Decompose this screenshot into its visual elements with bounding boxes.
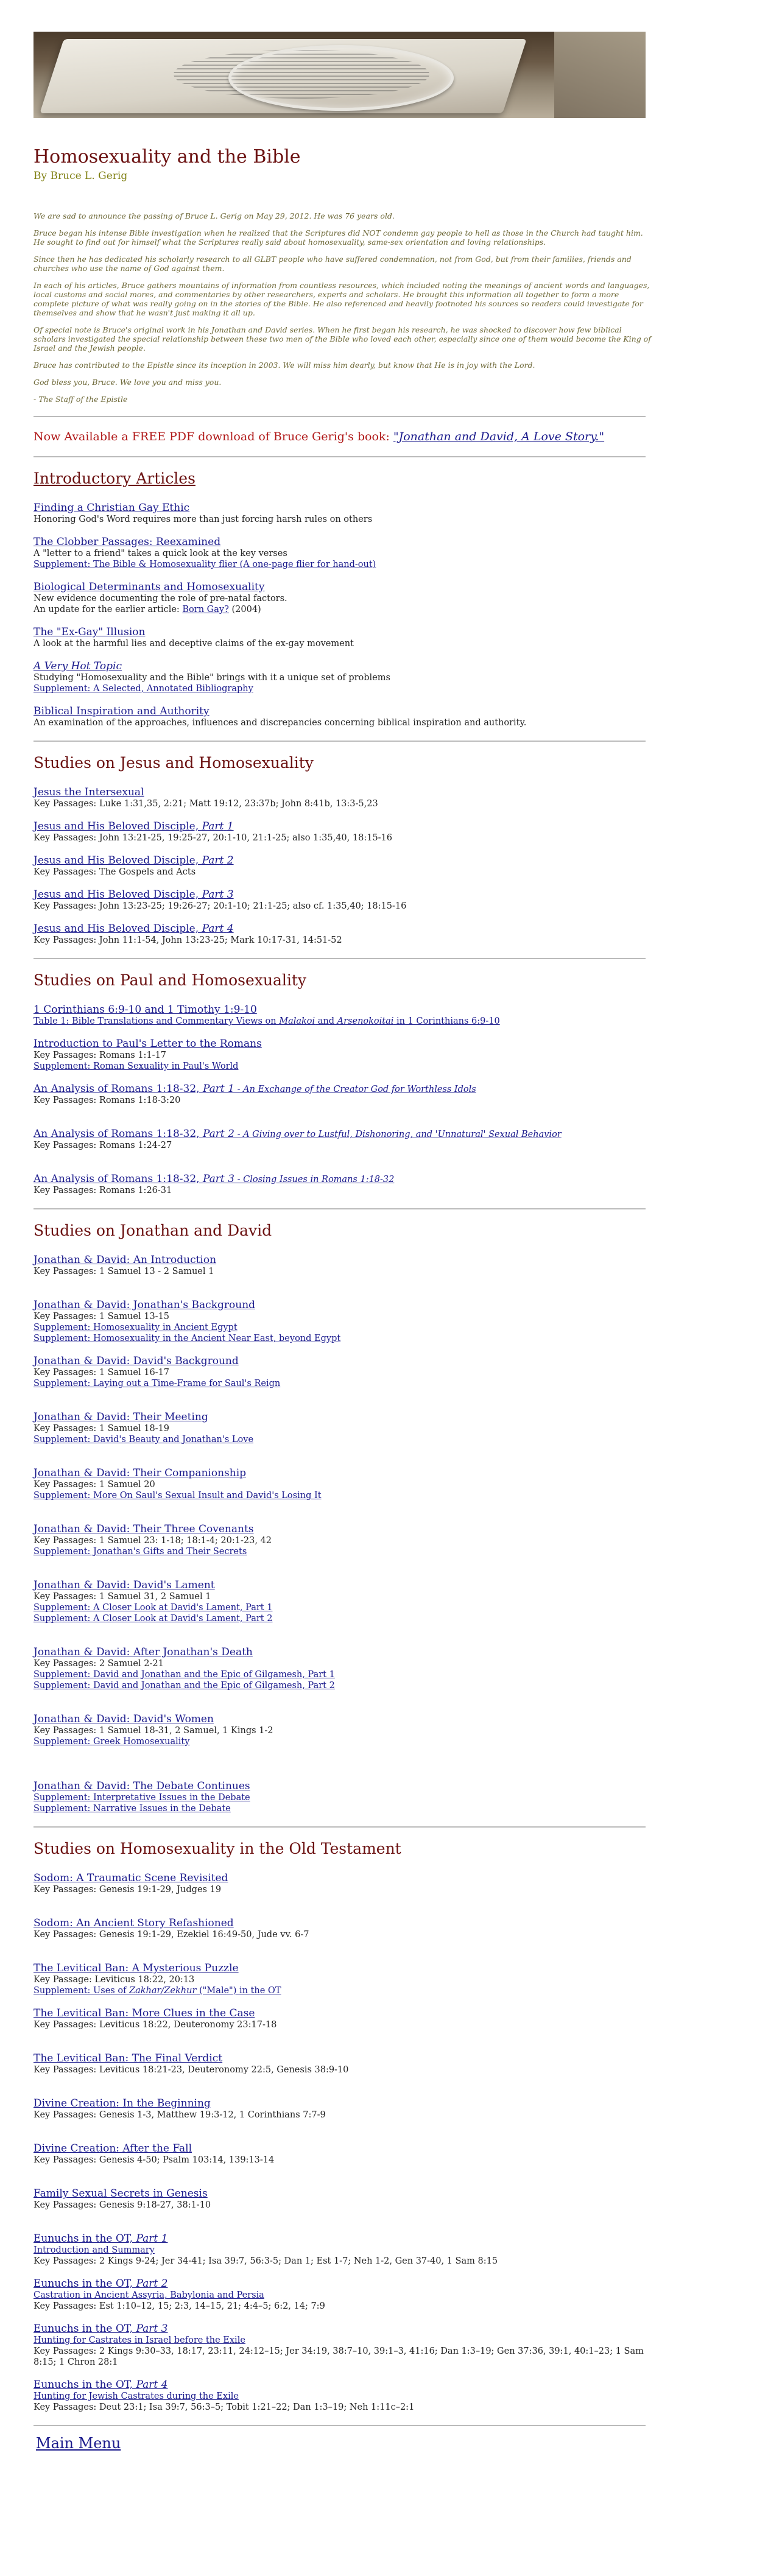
article-entry (33, 2187, 655, 2211)
key-passages: Key Passages: 1 Samuel 13-15 (33, 1312, 170, 1321)
notice-paragraph: Since then he has dedicated his scholarly research to all GLBT people who have suffered condemnation, not from God, but from their families, friends and churches who use the name of God against them. (33, 255, 632, 273)
title-part (202, 820, 234, 832)
article-entry (33, 1299, 655, 1344)
article-entry (33, 1173, 655, 1196)
article-entry (33, 1713, 655, 1747)
article-entry (33, 581, 655, 615)
book-download-link[interactable]: "Jonathan and David, A Love Story." (393, 430, 605, 443)
title-prefix: Jesus and His Beloved Disciple, (33, 889, 202, 901)
article-entry (33, 1083, 655, 1106)
section-heading-paul: Studies on Paul and Homosexuality (33, 971, 307, 989)
article-entry (33, 1355, 655, 1389)
section-heading-jesus: Studies on Jesus and Homosexuality (33, 754, 314, 772)
title-prefix: Eunuchs in the OT, (33, 2379, 136, 2391)
banner-corner-graphic (554, 32, 646, 118)
title-prefix: An Analysis of Romans 1:18-32, (33, 1128, 203, 1140)
article-link[interactable]: Jesus the Intersexual (33, 786, 144, 798)
article-entry (33, 1962, 655, 1996)
title-subtitle: - Closing Issues in Romans 1:18-32 (234, 1175, 395, 1184)
free-pdf-promo (33, 429, 655, 444)
supplement-link[interactable]: Supplement: A Closer Look at David's Lament, Part 1 (33, 1603, 273, 1613)
article-link[interactable]: Finding a Christian Gay Ethic (33, 502, 190, 514)
title-prefix: Jesus and His Beloved Disciple, (33, 820, 202, 832)
supplement-link[interactable]: Supplement: Homosexuality in Ancient Egypt (33, 1323, 238, 1332)
supp-text: and (315, 1016, 337, 1026)
divider (33, 456, 646, 457)
article-link[interactable] (33, 854, 234, 867)
article-entry (33, 1780, 655, 1814)
article-link[interactable]: The Clobber Passages: Reexamined (33, 536, 221, 548)
article-link[interactable]: Jonathan & David: David's Women (33, 1713, 214, 1725)
page-title: Homosexuality and the Bible (33, 146, 301, 167)
key-passages: Key Passages: Genesis 19:1-29, Ezekiel 16:49-50, Jude vv. 6-7 (33, 1930, 309, 1940)
supplement-link[interactable]: Supplement: The Bible & Homosexuality flier (A one-page flier for hand-out) (33, 560, 376, 569)
article-link[interactable] (33, 820, 234, 832)
article-entry (33, 2323, 655, 2368)
key-passages: Key Passages: Romans 1:26-31 (33, 1186, 172, 1195)
notice-signature: - The Staff of the Epistle (33, 395, 128, 404)
article-entry (33, 820, 655, 843)
article-link[interactable]: Divine Creation: After the Fall (33, 2142, 192, 2155)
byline: By Bruce L. Gerig (33, 170, 128, 182)
article-entry (33, 889, 655, 912)
title-part (202, 923, 234, 935)
notice-paragraph: Of special note is Bruce's original work in his Jonathan and David series. When he first began his research, he was shocked to discover how few biblical scholars investigated the special relationship between these two men of the Bible who loved each other, especially since one of them would become the King of Israel and the Jewish people. (33, 325, 651, 353)
notice-paragraph: God bless you, Bruce. We love you and miss you. (33, 378, 222, 387)
divider (33, 1208, 646, 1209)
article-link[interactable] (33, 2323, 167, 2335)
divider (33, 2425, 646, 2426)
article-entry (33, 2052, 655, 2075)
article-entry (33, 786, 655, 809)
update-text: An update for the earlier article: (33, 605, 183, 614)
article-link[interactable]: Jonathan & David: The Debate Continues (33, 1780, 250, 1792)
key-passages: Key Passages: 2 Samuel 2-21 (33, 1659, 164, 1669)
title-prefix: Jesus and His Beloved Disciple, (33, 854, 202, 867)
promo-text: Now Available a FREE PDF download of Bruce Gerig's book: (33, 430, 393, 443)
main-menu-link[interactable]: Main Menu (36, 2435, 121, 2452)
article-description: A "letter to a friend" takes a quick look at the key verses (33, 549, 287, 558)
article-link[interactable]: Divine Creation: In the Beginning (33, 2097, 211, 2110)
article-link[interactable] (33, 2379, 167, 2391)
article-entry (33, 626, 655, 649)
key-passages: Key Passages: 1 Samuel 20 (33, 1480, 155, 1490)
key-passages: Key Passages: Luke 1:31,35, 2:21; Matt 19:12, 23:37b; John 8:41b, 13:3-5,23 (33, 799, 378, 809)
article-link[interactable]: Family Sexual Secrets in Genesis (33, 2187, 208, 2200)
key-passages: Key Passages: 1 Samuel 18-31, 2 Samuel, 1 Kings 1-2 (33, 1726, 273, 1736)
key-passages: Key Passages: 2 Kings 9:30–33, 18:17, 23:11, 24:12–15; Jer 34:19, 38:7–10, 39:1–3, 41:16; Dan 1:3–19; Gen 37:36, 39:1, 40:1–23; 1 Sam 8:15; 1 Chron 28:1 (33, 2346, 644, 2367)
supplement-link[interactable]: Supplement: Narrative Issues in the Debate (33, 1804, 231, 1814)
supplement-link[interactable]: Supplement: Homosexuality in the Ancient Near East, beyond Egypt (33, 1334, 341, 1343)
article-description: Honoring God's Word requires more than just forcing harsh rules on others (33, 515, 373, 524)
key-passages: Key Passages: Romans 1:1-17 (33, 1050, 167, 1060)
article-link[interactable]: The Levitical Ban: More Clues in the Case (33, 2007, 255, 2019)
key-passages: Key Passages: Romans 1:24-27 (33, 1141, 172, 1150)
divider (33, 741, 646, 742)
title-part: Part 1 (136, 2233, 168, 2245)
title-part (202, 854, 234, 867)
article-link[interactable]: Jonathan & David: Their Companionship (33, 1467, 247, 1479)
hebrew-term: Zakhar/Zekhur (129, 1986, 197, 1996)
article-description: Studying "Homosexuality and the Bible" brings with it a unique set of problems (33, 673, 390, 683)
article-entry (33, 1917, 655, 1940)
article-entry (33, 1646, 655, 1691)
key-passages: Key Passages: 1 Samuel 31, 2 Samuel 1 (33, 1592, 211, 1602)
article-entry (33, 2278, 655, 2312)
greek-term: Arsenokoitai (337, 1016, 394, 1026)
greek-term: Malakoi (279, 1016, 315, 1026)
article-link[interactable] (33, 923, 234, 935)
section-heading-introductory[interactable]: Introductory Articles (33, 470, 196, 487)
supplement-link[interactable]: Hunting for Jewish Castrates during the Exile (33, 2391, 239, 2401)
title-part: Part 4 (136, 2379, 168, 2391)
article-link[interactable]: 1 Corinthians 6:9-10 and 1 Timothy 1:9-10 (33, 1004, 257, 1016)
article-link[interactable]: Sodom: A Traumatic Scene Revisited (33, 1872, 228, 1884)
article-title-italic: A Very Hot Topic (33, 660, 122, 672)
article-entry (33, 854, 655, 878)
supplement-link[interactable]: Introduction and Summary (33, 2245, 155, 2255)
article-link[interactable] (33, 1128, 562, 1140)
supplement-link[interactable]: Supplement: More On Saul's Sexual Insult and David's Losing It (33, 1491, 322, 1501)
article-description: An examination of the approaches, influences and discrepancies concerning biblical inspiration and authority. (33, 718, 527, 728)
article-link[interactable] (33, 1173, 394, 1185)
article-entry (33, 502, 655, 525)
article-entry (33, 1872, 655, 1895)
title-part: Part 1 (202, 1083, 234, 1095)
part-number: 4 (227, 923, 234, 935)
supplement-link[interactable]: Supplement: Jonathan's Gifts and Their Secrets (33, 1547, 247, 1557)
key-passages: Key Passages: Genesis 19:1-29, Judges 19 (33, 1885, 222, 1895)
supp-text: Supplement: Uses of (33, 1986, 130, 1996)
article-entry (33, 2379, 655, 2413)
title-prefix: An Analysis of Romans 1:18-32, (33, 1083, 203, 1095)
article-entry (33, 660, 655, 694)
article-entry (33, 2142, 655, 2166)
supplement-link[interactable]: Supplement: David and Jonathan and the Epic of Gilgamesh, Part 1 (33, 1670, 335, 1680)
divider (33, 416, 646, 417)
article-link[interactable]: The "Ex-Gay" Illusion (33, 626, 146, 638)
part-number: 1 (227, 820, 234, 832)
article-link[interactable]: Sodom: An Ancient Story Refashioned (33, 1917, 234, 1929)
section-heading-old-testament: Studies on Homosexuality in the Old Testament (33, 1840, 401, 1857)
notice-paragraph: Bruce began his intense Bible investigation when he realized that the Scriptures did NOT condemn gay people to hell as those in the Church had taught him. He sought to find out for himself what the Scriptures really said about homosexuality, same-sex orientation and loving relationships. (33, 228, 643, 247)
key-passages: Key Passages: Est 1:10–12, 15; 2:3, 14–15, 21; 4:4–5; 6:2, 14; 7:9 (33, 2301, 325, 2311)
title-prefix: Eunuchs in the OT, (33, 2323, 136, 2335)
article-link[interactable]: The Levitical Ban: A Mysterious Puzzle (33, 1962, 239, 1974)
supplement-link[interactable] (33, 1985, 655, 1996)
section-heading-jonathan-david: Studies on Jonathan and David (33, 1222, 272, 1239)
article-entry (33, 1004, 655, 1027)
supplement-link[interactable]: Supplement: A Selected, Annotated Bibliography (33, 684, 253, 694)
article-link[interactable] (33, 2233, 167, 2245)
article-link[interactable]: Biological Determinants and Homosexuality (33, 581, 265, 593)
key-passages: Key Passages: 1 Samuel 16-17 (33, 1368, 170, 1378)
supplement-link[interactable]: Castration in Ancient Assyria, Babylonia and Persia (33, 2290, 264, 2300)
article-link[interactable]: Jonathan & David: Their Three Covenants (33, 1523, 254, 1535)
article-link[interactable]: Jonathan & David: David's Background (33, 1355, 239, 1367)
article-link[interactable]: Jonathan & David: Jonathan's Background (33, 1299, 256, 1311)
title-prefix: Eunuchs in the OT, (33, 2278, 136, 2290)
article-entry (33, 1128, 655, 1151)
key-passages: Key Passages: 2 Kings 9-24; Jer 34-41; Isa 39:7, 56:3-5; Dan 1; Est 1-7; Neh 1-2, Gen 37-40, 1 Sam 8:15 (33, 2256, 498, 2266)
supplement-link[interactable]: Supplement: Roman Sexuality in Paul's World (33, 1061, 239, 1071)
notice-paragraph: We are sad to announce the passing of Bruce L. Gerig on May 29, 2012. He was 76 years old. (33, 211, 395, 220)
key-passages: Key Passages: Leviticus 18:21-23, Deuteronomy 22:5, Genesis 38:9-10 (33, 2065, 349, 2075)
article-entry (33, 1467, 655, 1501)
article-entry (33, 1579, 655, 1624)
article-entry (33, 1523, 655, 1557)
key-passages: Key Passages: John 13:21-25, 19:25-27, 20:1-10, 21:1-25; also 1:35,40, 18:15-16 (33, 833, 393, 843)
title-part: Part 2 (202, 1128, 234, 1140)
article-link[interactable]: Biblical Inspiration and Authority (33, 705, 210, 717)
supp-text: in 1 Corinthians 6:9-10 (393, 1016, 500, 1026)
article-link[interactable] (33, 889, 234, 901)
page (33, 0, 655, 2470)
title-part (202, 889, 234, 901)
title-subtitle: - An Exchange of the Creator God for Worthless Idols (234, 1085, 476, 1094)
supp-text: ("Male") in the OT (196, 1986, 281, 1996)
memorial-notice (33, 211, 655, 404)
key-passages: Key Passages: Genesis 1-3, Matthew 19:3-12, 1 Corinthians 7:7-9 (33, 2110, 326, 2120)
part-word: Part (202, 854, 224, 867)
article-link[interactable] (33, 1083, 476, 1095)
article-link[interactable] (33, 660, 122, 672)
supplement-link[interactable]: Hunting for Castrates in Israel before the Exile (33, 2335, 245, 2345)
title-part: Part 3 (202, 1173, 234, 1185)
magnifying-glass-graphic (228, 45, 454, 111)
divider (33, 958, 646, 959)
part-number: 2 (227, 854, 234, 867)
title-prefix: Eunuchs in the OT, (33, 2233, 136, 2245)
part-number: 3 (227, 889, 234, 901)
article-link[interactable]: The Levitical Ban: The Final Verdict (33, 2052, 223, 2064)
article-entry (33, 2097, 655, 2120)
article-entry (33, 2007, 655, 2030)
title-prefix: Jesus and His Beloved Disciple, (33, 923, 202, 935)
supplement-link[interactable]: Supplement: David's Beauty and Jonathan's Love (33, 1435, 254, 1445)
notice-paragraph: Bruce has contributed to the Epistle since its inception in 2003. We will miss him dearly, but know that He is in joy with the Lord. (33, 361, 535, 370)
supplement-link[interactable]: Supplement: Laying out a Time-Frame for Saul's Reign (33, 1379, 281, 1388)
key-passages: Key Passages: The Gospels and Acts (33, 867, 196, 877)
part-word: Part (202, 889, 224, 901)
title-prefix: An Analysis of Romans 1:18-32, (33, 1173, 203, 1185)
article-link[interactable] (33, 2278, 167, 2290)
key-passages: Key Passages: Leviticus 18:22, Deuteronomy 23:17-18 (33, 2020, 277, 2030)
article-link[interactable]: Jonathan & David: An Introduction (33, 1254, 217, 1266)
article-description: A look at the harmful lies and deceptive claims of the ex-gay movement (33, 639, 354, 649)
part-word: Part (202, 820, 224, 832)
title-subtitle: - A Giving over to Lustful, Dishonoring, and 'Unnatural' Sexual Behavior (234, 1130, 562, 1139)
update-year: (2004) (228, 605, 261, 614)
divider (33, 1826, 646, 1828)
supplement-link[interactable]: Supplement: A Closer Look at David's Lament, Part 2 (33, 1614, 273, 1624)
article-link[interactable]: Jonathan & David: Their Meeting (33, 1411, 208, 1423)
title-part: Part 3 (136, 2323, 168, 2335)
supplement-link[interactable]: Supplement: Interpretative Issues in the Debate (33, 1793, 250, 1803)
key-passages: Key Passages: Genesis 9:18-27, 38:1-10 (33, 2200, 211, 2210)
key-passages: Key Passages: 1 Samuel 13 - 2 Samuel 1 (33, 1267, 214, 1276)
article-link[interactable]: Jonathan & David: After Jonathan's Death (33, 1646, 253, 1658)
key-passages: Key Passages: Romans 1:18-3:20 (33, 1096, 181, 1105)
key-passages: Key Passages: 1 Samuel 18-19 (33, 1424, 170, 1434)
article-entry (33, 536, 655, 570)
title-part: Part 2 (136, 2278, 168, 2290)
article-entry (33, 1038, 655, 1072)
article-entry (33, 705, 655, 728)
born-gay-link[interactable]: Born Gay? (182, 605, 229, 614)
article-update-note (33, 604, 655, 615)
article-entry (33, 2233, 655, 2267)
key-passages: Key Passage: Leviticus 18:22, 20:13 (33, 1975, 195, 1985)
article-entry (33, 1411, 655, 1445)
key-passages: Key Passages: 1 Samuel 23: 1-18; 18:1-4; 20:1-23, 42 (33, 1536, 272, 1546)
key-passages: Key Passages: Deut 23:1; Isa 39:7, 56:3–5; Tobit 1:21–22; Dan 1:3–19; Neh 1:11c–2:1 (33, 2402, 415, 2412)
supp-text: Table 1: Bible Translations and Commentary Views on (33, 1016, 280, 1026)
notice-paragraph: In each of his articles, Bruce gathers mountains of information from countless resources, which included noting the meanings of ancient words and languages, local customs and social mores, and commentaries by other researchers, experts and scholars. He brought this information all together to form a more complete picture of what was really going on in the stories of the Bible. He also referenced and heavily footnoted his sources so readers could investigate for themselves and show that he wasn't just making it all up. (33, 281, 650, 317)
article-link[interactable]: Jonathan & David: David's Lament (33, 1579, 215, 1591)
article-entry (33, 923, 655, 946)
supplement-link[interactable] (33, 1016, 655, 1027)
part-word: Part (202, 923, 224, 935)
header-banner-image (33, 32, 646, 118)
article-description: New evidence documenting the role of pre-natal factors. (33, 594, 287, 604)
supplement-link[interactable]: Supplement: David and Jonathan and the Epic of Gilgamesh, Part 2 (33, 1681, 335, 1691)
article-entry (33, 1254, 655, 1277)
key-passages: Key Passages: John 11:1-54, John 13:23-25; Mark 10:17-31, 14:51-52 (33, 935, 342, 945)
key-passages: Key Passages: John 13:23-25; 19:26-27; 20:1-10; 21:1-25; also cf. 1:35,40; 18:15-16 (33, 901, 407, 911)
article-link[interactable]: Introduction to Paul's Letter to the Romans (33, 1038, 262, 1050)
key-passages: Key Passages: Genesis 4-50; Psalm 103:14, 139:13-14 (33, 2155, 275, 2165)
supplement-link[interactable]: Supplement: Greek Homosexuality (33, 1737, 190, 1747)
